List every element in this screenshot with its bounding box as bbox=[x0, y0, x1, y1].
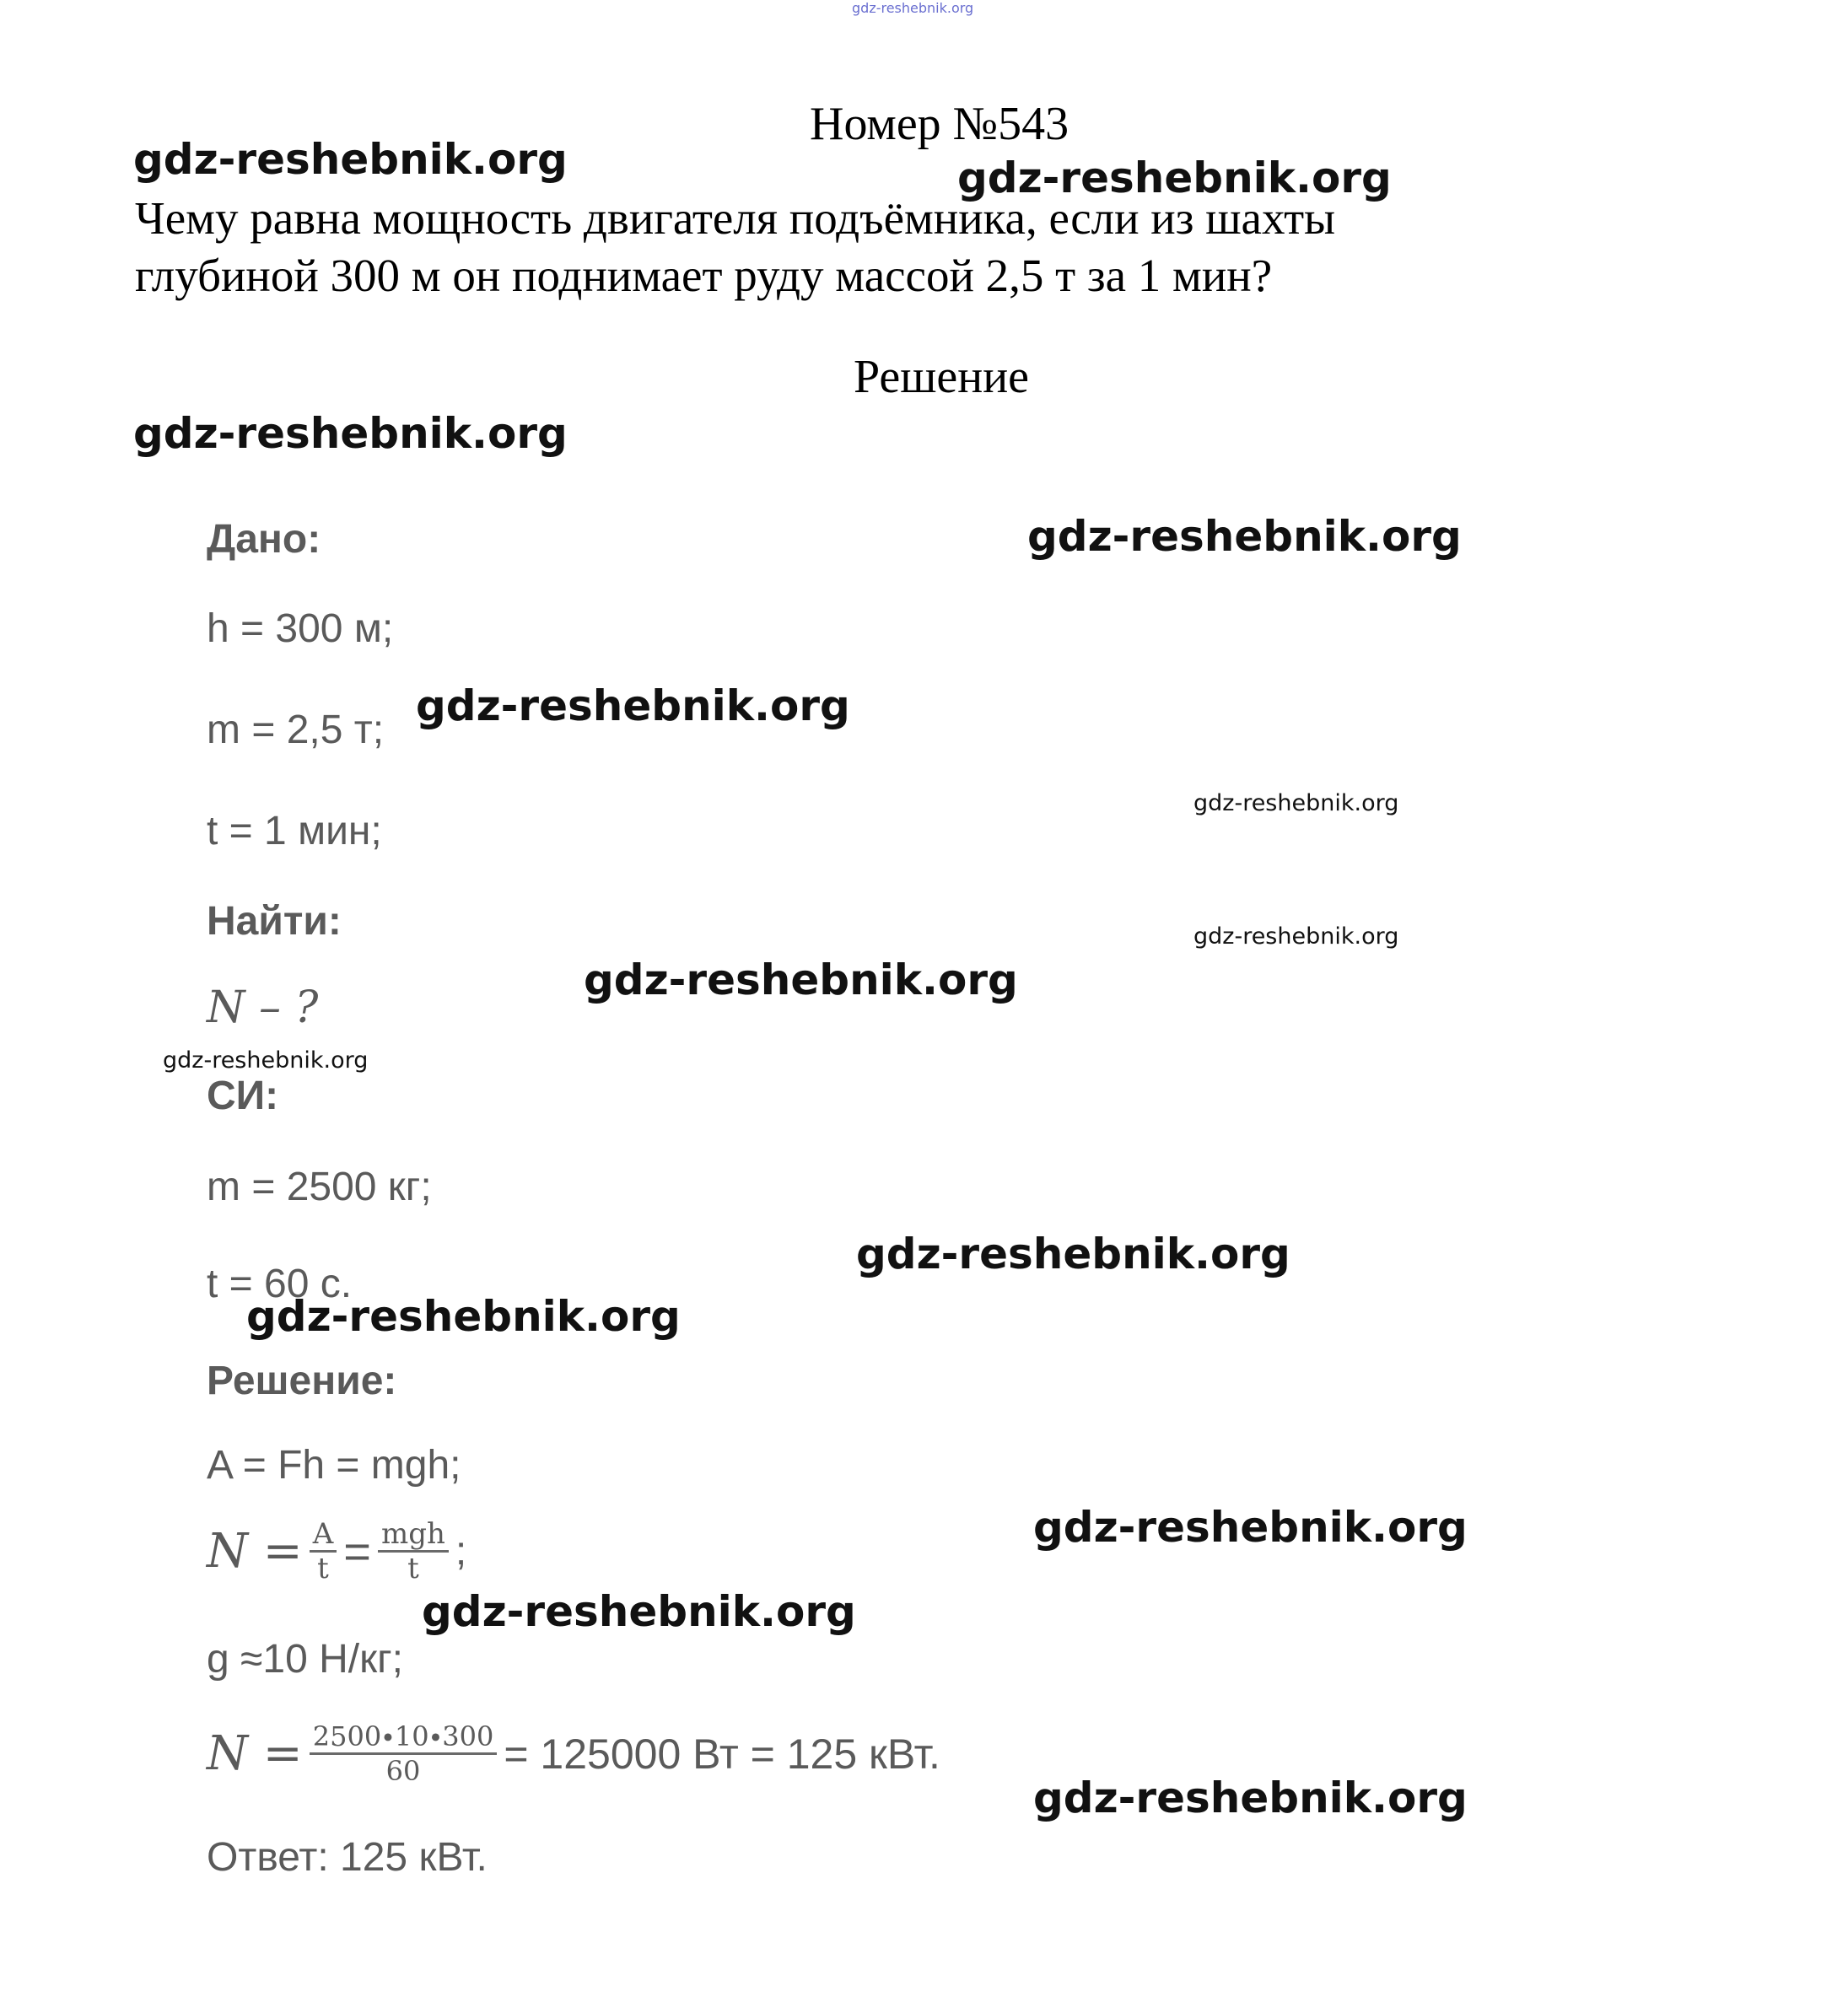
watermark-4: gdz-reshebnik.org bbox=[1027, 512, 1462, 561]
watermark-13: gdz-reshebnik.org bbox=[422, 1587, 856, 1636]
calc-fraction-num: 2500∙10∙300 bbox=[310, 1720, 498, 1755]
watermark-9: gdz-reshebnik.org bbox=[163, 1047, 369, 1074]
find-value: N – ? bbox=[207, 982, 319, 1033]
fraction-mgh-den: t bbox=[407, 1552, 419, 1585]
watermark-2: gdz-reshebnik.org bbox=[957, 153, 1392, 202]
watermark-5: gdz-reshebnik.org bbox=[416, 681, 850, 730]
fraction-mgh-num: mgh bbox=[378, 1518, 449, 1553]
power-lhs: N = bbox=[207, 1524, 303, 1579]
given-t: t = 1 мин; bbox=[207, 809, 382, 853]
fraction-a-over-t bbox=[310, 1518, 337, 1585]
si-m: m = 2500 кг; bbox=[207, 1165, 432, 1209]
g-value: g ≈10 Н/кг; bbox=[207, 1637, 403, 1682]
equals-sign: = bbox=[343, 1525, 371, 1578]
si-label: СИ: bbox=[207, 1074, 279, 1118]
watermark-3: gdz-reshebnik.org bbox=[133, 409, 568, 458]
watermark-11: gdz-reshebnik.org bbox=[246, 1292, 681, 1341]
power-formula bbox=[207, 1518, 466, 1585]
watermark-1: gdz-reshebnik.org bbox=[133, 135, 568, 184]
solution-label: Решение: bbox=[207, 1359, 397, 1403]
find-label: Найти: bbox=[207, 899, 342, 944]
work-formula: A = Fh = mgh; bbox=[207, 1443, 461, 1488]
fraction-a-num: A bbox=[310, 1518, 337, 1553]
given-h: h = 300 м; bbox=[207, 606, 394, 651]
calc-lhs: N = bbox=[207, 1726, 303, 1781]
given-label: Дано: bbox=[207, 517, 321, 562]
calc-fraction bbox=[310, 1720, 498, 1787]
watermark-14: gdz-reshebnik.org bbox=[1033, 1773, 1468, 1822]
si-t: t = 60 с. bbox=[207, 1262, 353, 1306]
watermark-12: gdz-reshebnik.org bbox=[1033, 1503, 1468, 1552]
calc-formula bbox=[207, 1720, 940, 1787]
watermark-10: gdz-reshebnik.org bbox=[856, 1230, 1290, 1278]
watermark-7: gdz-reshebnik.org bbox=[1193, 923, 1399, 950]
calc-fraction-den: 60 bbox=[385, 1755, 421, 1787]
top-watermark: gdz-reshebnik.org bbox=[852, 0, 974, 16]
watermark-8: gdz-reshebnik.org bbox=[584, 955, 1018, 1004]
page-title: Номер №543 bbox=[810, 98, 1069, 150]
watermark-6: gdz-reshebnik.org bbox=[1193, 790, 1399, 816]
semicolon: ; bbox=[455, 1529, 467, 1574]
answer: Ответ: 125 кВт. bbox=[207, 1835, 488, 1880]
task-text: Чему равна мощность двигателя подъёмника, если из шахты глубиной 300 м он поднимает руду массой 2,5 т за 1 мин? bbox=[135, 192, 1336, 301]
fraction-a-den: t bbox=[317, 1552, 329, 1585]
fraction-mgh-over-t bbox=[378, 1518, 449, 1585]
solution-heading: Решение bbox=[854, 351, 1030, 403]
calc-result: = 125000 Вт = 125 кВт. bbox=[504, 1730, 940, 1778]
given-m: m = 2,5 т; bbox=[207, 708, 385, 752]
